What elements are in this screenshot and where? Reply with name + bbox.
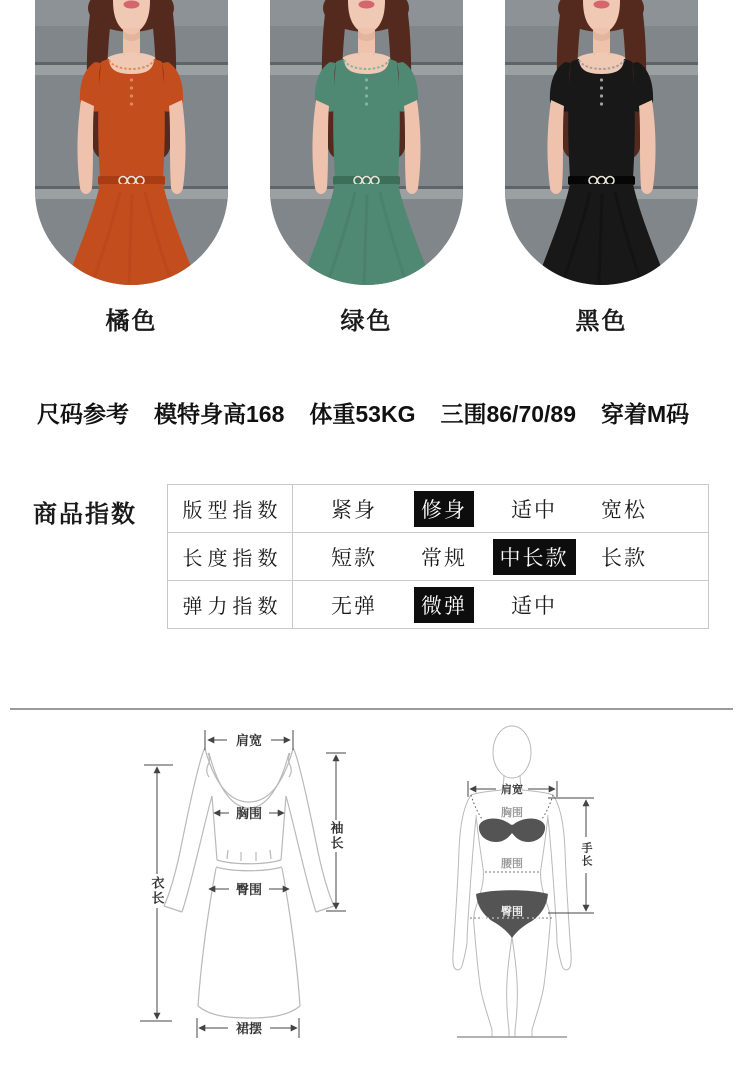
index-option-selected: 中长款 — [493, 539, 576, 575]
dress-length-label: 衣长 — [149, 876, 165, 906]
dress-shoulder-label: 肩宽 — [235, 733, 263, 748]
body-hip-label: 臀围 — [501, 906, 523, 918]
body-arm-length-label: 手长 — [580, 842, 592, 868]
right-arm — [639, 100, 656, 194]
index-option-slot — [399, 587, 489, 623]
color-photos-row — [35, 0, 698, 336]
body-measurement-diagram — [440, 715, 600, 1045]
bodice — [98, 57, 165, 178]
right-arm — [169, 100, 186, 194]
dress-measurement-diagram — [128, 722, 358, 1052]
index-option: 无弹 — [331, 594, 377, 618]
left-arm — [77, 100, 94, 194]
body-bust-label: 胸围 — [501, 807, 523, 819]
body-outline — [453, 726, 571, 1037]
waist-belt — [98, 176, 165, 185]
product-photo-column-green — [270, 0, 463, 336]
dress-hip-label: 臀围 — [235, 882, 263, 897]
index-option: 常规 — [421, 546, 467, 570]
size-ref-measurements: 三围86/70/89 — [440, 401, 576, 427]
dress-hem-label: 裙摆 — [235, 1021, 263, 1036]
index-option: 宽松 — [601, 498, 647, 522]
index-row — [168, 533, 708, 581]
dress-photo-green — [270, 0, 463, 285]
bodice — [333, 57, 400, 178]
index-option: 适中 — [511, 498, 557, 522]
index-option-slot — [309, 587, 399, 623]
product-index-table — [167, 484, 709, 629]
dress-bust-label: 胸围 — [235, 806, 263, 821]
index-row — [168, 581, 708, 628]
model-photo-illustration — [35, 0, 228, 285]
dress-photo-black — [505, 0, 698, 285]
body-shoulder-label: 肩宽 — [501, 784, 523, 796]
color-label-orange: 橘色 — [105, 308, 158, 335]
neck — [593, 28, 610, 55]
neck — [358, 28, 375, 55]
lips — [594, 1, 610, 9]
size-ref-wearing-size: 穿着M码 — [601, 401, 690, 427]
index-option: 短款 — [331, 546, 377, 570]
size-reference-line — [37, 396, 689, 429]
index-option-slot — [489, 587, 579, 623]
lips — [124, 1, 140, 9]
size-ref-height: 模特身高168 — [154, 401, 285, 427]
section-divider — [10, 708, 733, 710]
index-row-values — [293, 533, 708, 580]
left-arm — [312, 100, 329, 194]
model-photo-illustration — [505, 0, 698, 285]
size-ref-weight: 体重53KG — [309, 401, 416, 427]
index-option-selected: 修身 — [414, 491, 474, 527]
neckline-skin — [344, 54, 389, 74]
index-row-values — [293, 581, 708, 628]
size-ref-title: 尺码参考 — [37, 401, 129, 427]
left-arm — [547, 100, 564, 194]
waist-belt — [568, 176, 635, 185]
body-waist-label: 腰围 — [501, 858, 523, 870]
index-row-label: 版型指数 — [168, 485, 293, 532]
color-label-black: 黑色 — [575, 308, 628, 335]
right-arm — [404, 100, 421, 194]
index-row-label: 长度指数 — [168, 533, 293, 580]
index-option-slot — [309, 539, 399, 575]
color-label-green: 绿色 — [340, 308, 393, 335]
index-option-selected: 微弹 — [414, 587, 474, 623]
product-photo-column-orange — [35, 0, 228, 336]
lips — [359, 1, 375, 9]
neckline-skin — [579, 54, 624, 74]
index-option-slot — [489, 491, 579, 527]
product-index-section — [0, 484, 750, 627]
index-option-slot — [399, 539, 489, 575]
model-photo-illustration — [270, 0, 463, 285]
waist-belt — [333, 176, 400, 185]
neckline-skin — [109, 54, 154, 74]
index-row-label: 弹力指数 — [168, 581, 293, 628]
index-option: 长款 — [601, 546, 647, 570]
index-option-slot — [399, 491, 489, 527]
index-option-slot — [579, 491, 669, 527]
index-option: 适中 — [511, 594, 557, 618]
dress-sleeve-label: 袖长 — [328, 821, 344, 851]
body-bra-shape — [479, 818, 545, 842]
index-row — [168, 485, 708, 533]
neck — [123, 28, 140, 55]
product-photo-column-black — [505, 0, 698, 336]
index-option-slot — [309, 491, 399, 527]
product-index-title: 商品指数 — [33, 501, 137, 528]
dress-photo-orange — [35, 0, 228, 285]
index-option-slot — [489, 539, 579, 575]
index-option-slot — [579, 539, 669, 575]
index-option: 紧身 — [331, 498, 377, 522]
index-row-values — [293, 485, 708, 532]
bodice — [568, 57, 635, 178]
